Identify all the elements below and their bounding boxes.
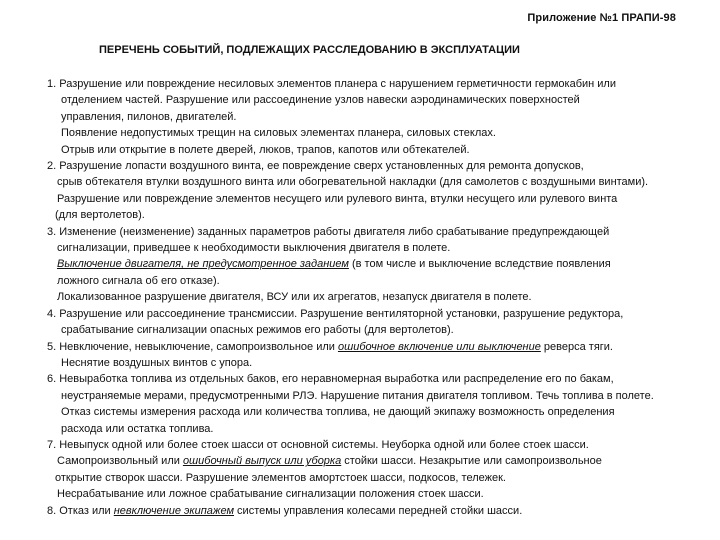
item-4-line-2: срабатывание сигнализации опасных режимов его работы (для вертолетов). (61, 324, 454, 337)
item-2-line-4: (для вертолетов). (55, 209, 145, 222)
event-list (47, 76, 712, 519)
item-2-line-2: срыв обтекателя втулки воздушного винта или обогревательной накладки (для самолетов с воздушными винтами). (57, 176, 649, 189)
list-item-7 (47, 437, 712, 503)
item-8-line-1-end: системы управления колесами передней стойки шасси. (234, 504, 523, 517)
underlined-phrase: невключение экипажем (113, 504, 234, 517)
item-3-line-3 (47, 256, 712, 272)
item-5-line-1-end: реверса тяги. (540, 340, 613, 353)
item-5-line-1 (47, 339, 712, 355)
item-7-line-4: Несрабатывание или ложное срабатывание сигнализации положения стоек шасси. (57, 488, 484, 501)
item-7-line-3: открытие створок шасси. Разрушение элементов амортстоек шасси, подкосов, тележек. (55, 471, 506, 484)
item-1-line-3: управления, пилонов, двигателей. (61, 110, 237, 123)
item-8-line-1 (47, 503, 712, 519)
document-title: ПЕРЕЧЕНЬ СОБЫТИЙ, ПОДЛЕЖАЩИХ РАССЛЕДОВАНИЮ В ЭКСПЛУАТАЦИИ (99, 44, 520, 56)
underlined-phrase: Выключение двигателя, не предусмотренное заданием (57, 258, 349, 271)
item-7-line-2-end: стойки шасси. Незакрытие или самопроизвольное (341, 455, 602, 468)
list-item-4 (47, 306, 712, 339)
item-8-line-1-start: 8. Отказ или (47, 504, 114, 517)
item-7-line-1: 7. Невыпуск одной или более стоек шасси от основной системы. Неуборка одной или более стоек шасси. (47, 438, 589, 451)
item-3-line-1: 3. Изменение (неизменение) заданных параметров работы двигателя либо срабатывание предупреждающей (47, 225, 610, 238)
item-7-line-2 (47, 453, 712, 469)
item-2-line-3: Разрушение или повреждение элементов несущего или рулевого винта, втулки несущего или рулевого винта (57, 192, 618, 205)
item-7-line-2-start: Самопроизвольный или (57, 455, 183, 468)
item-1-line-1: 1. Разрушение или повреждение несиловых элементов планера с нарушением герметичности гермокабин или (47, 78, 616, 90)
item-2-line-1: 2. Разрушение лопасти воздушного винта, ее повреждение сверх установленных для ремонта допусков, (47, 160, 584, 173)
item-6-line-4: расхода или остатка топлива. (61, 422, 214, 435)
list-item-1 (47, 76, 712, 158)
item-1-line-4: Появление недопустимых трещин на силовых элементах планера, силовых стеклах. (61, 127, 496, 140)
appendix-label: Приложение №1 ПРАПИ-98 (527, 12, 676, 24)
item-3-line-3-rest: (в том числе и выключение вследствие появления (348, 258, 611, 271)
list-item-3 (47, 224, 712, 306)
item-3-line-2: сигнализации, приведшее к необходимости выключения двигателя в полете. (57, 242, 451, 255)
item-6-line-2: неустраняемые мерами, предусмотренными РЛЭ. Нарушение питания двигателя топливом. Течь топлива в полете. (61, 389, 654, 402)
item-1-line-5: Отрыв или открытие в полете дверей, люков, трапов, капотов или обтекателей. (61, 143, 470, 156)
list-item-8 (47, 503, 712, 519)
list-item-6 (47, 371, 712, 437)
item-3-line-4: ложного сигнала об его отказе). (57, 274, 220, 287)
item-1-line-2: отделением частей. Разрушение или рассоединение узлов навески аэродинамических поверхностей (61, 94, 580, 107)
item-4-line-1: 4. Разрушение или рассоединение трансмиссии. Разрушение вентиляторной установки, разрушение редуктора, (47, 307, 624, 320)
item-6-line-3: Отказ системы измерения расхода или количества топлива, не дающий экипажу возможность определения (61, 406, 615, 419)
list-item-5 (47, 339, 712, 372)
item-6-line-1: 6. Невыработка топлива из отдельных баков, его неравномерная выработка или распределение его по бакам, (47, 373, 614, 386)
underlined-phrase: ошибочный выпуск или уборка (182, 455, 342, 468)
item-5-line-2: Неснятие воздушных винтов с упора. (61, 356, 253, 369)
item-5-line-1-start: 5. Невключение, невыключение, самопроизвольное или (47, 340, 338, 353)
list-item-2 (47, 158, 712, 224)
underlined-phrase: ошибочное включение или выключение (337, 340, 541, 353)
item-3-line-5: Локализованное разрушение двигателя, ВСУ или их агрегатов, незапуск двигателя в полете. (57, 291, 532, 304)
